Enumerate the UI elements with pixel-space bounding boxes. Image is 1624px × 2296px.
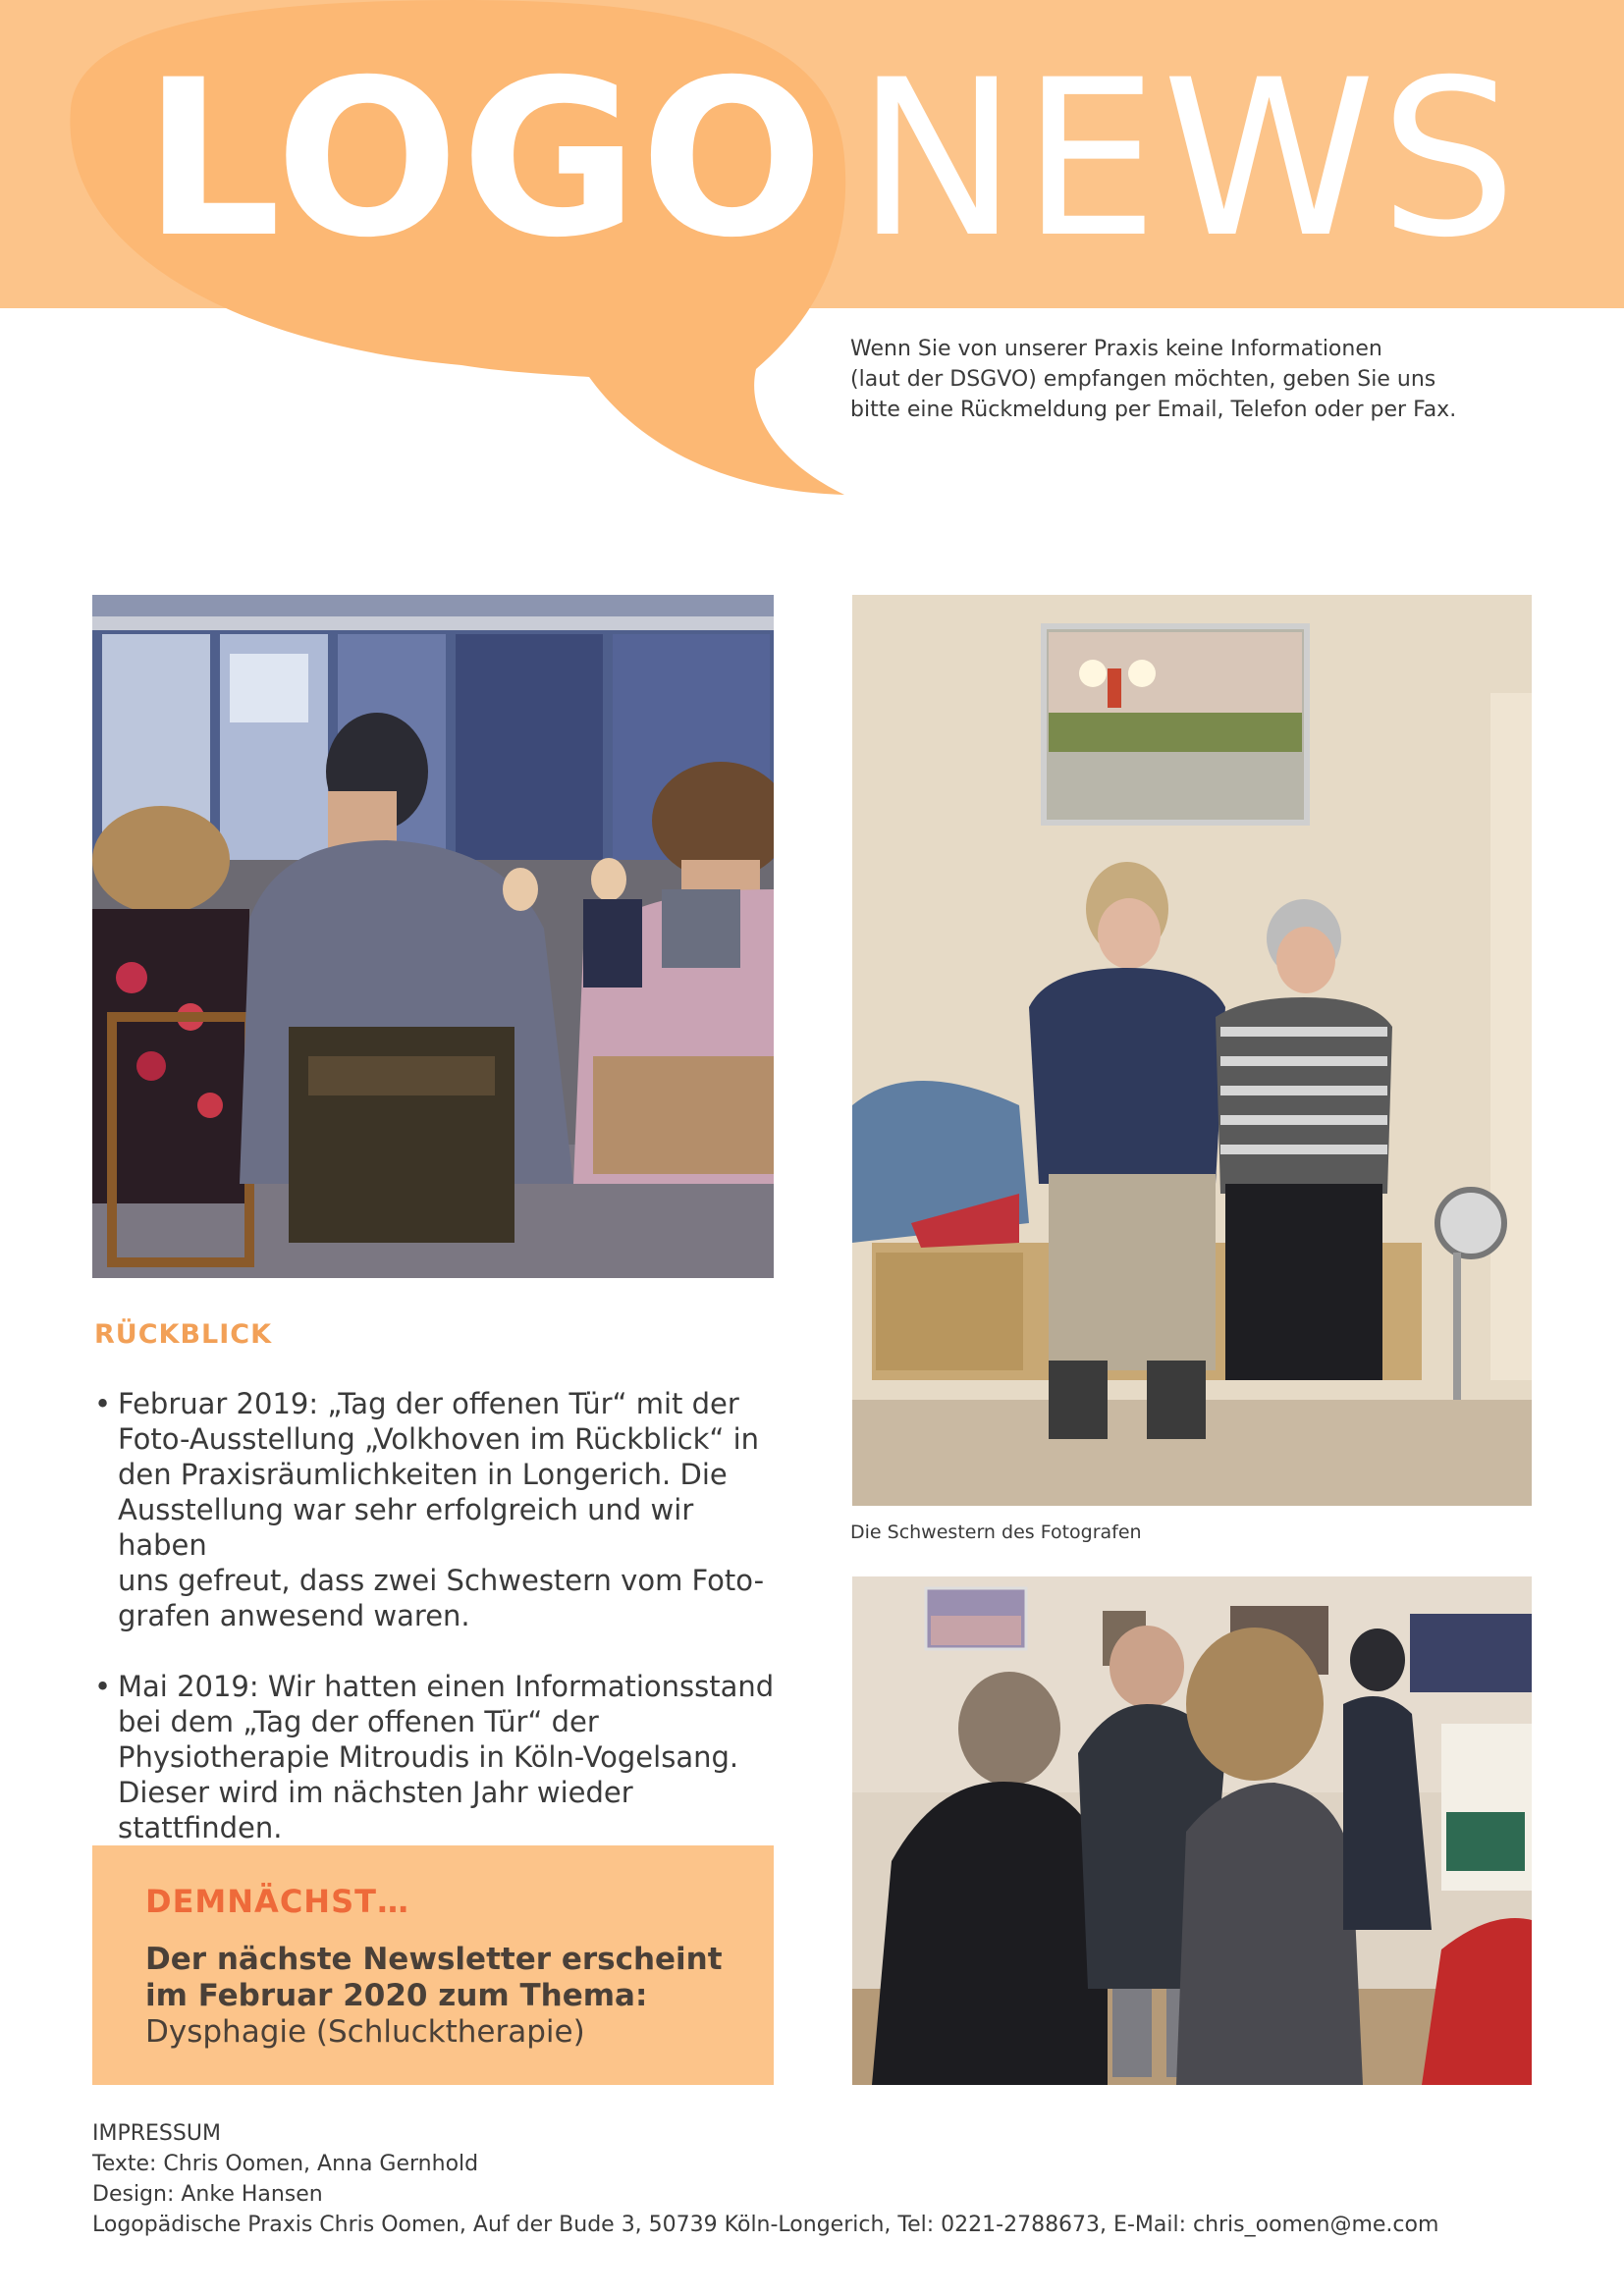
upcoming-line: im Februar 2020 zum Thema: — [145, 1978, 648, 2013]
review-line: Mai 2019: Wir hatten einen Informationsstand — [118, 1670, 775, 1703]
logo-wordmark: LOGO — [143, 33, 826, 285]
review-line: Physiotherapie Mitroudis in Köln-Vogelsang. — [118, 1740, 739, 1774]
impressum-title: IMPRESSUM — [92, 2121, 221, 2146]
notice-line: Wenn Sie von unserer Praxis keine Informationen — [850, 337, 1382, 361]
review-line: stattfinden. — [118, 1811, 283, 1844]
impressum-address: Logopädische Praxis Chris Oomen, Auf der Bude 3, 50739 Köln-Longerich, Tel: 0221-2788673, E-Mail: chris_oomen@me.com — [92, 2213, 1439, 2237]
review-line: grafen anwesend waren. — [118, 1599, 470, 1632]
review-item — [94, 1386, 782, 1633]
news-wordmark: NEWS — [856, 33, 1521, 285]
impressum-texts: Texte: Chris Oomen, Anna Gernhold — [92, 2152, 479, 2176]
review-line: Februar 2019: „Tag der offenen Tür“ mit der — [118, 1387, 739, 1420]
review-line: den Praxisräumlichkeiten in Longerich. Die — [118, 1458, 728, 1491]
impressum — [92, 2118, 1565, 2240]
review-line: bei dem „Tag der offenen Tür“ der — [118, 1705, 599, 1738]
bullet-icon: • — [94, 1670, 112, 1703]
review-item — [94, 1669, 782, 1845]
upcoming-box — [92, 1845, 774, 2085]
review-line: Dieser wird im nächsten Jahr wieder — [118, 1776, 633, 1809]
review-line: uns gefreut, dass zwei Schwestern vom Foto- — [118, 1564, 765, 1597]
privacy-notice — [850, 334, 1538, 425]
notice-line: (laut der DSGVO) empfangen möchten, geben Sie uns — [850, 367, 1436, 392]
sisters-photo — [852, 595, 1532, 1506]
notice-line: bitte eine Rückmeldung per Email, Telefon oder per Fax. — [850, 398, 1457, 422]
review-heading: RÜCKBLICK — [94, 1319, 273, 1350]
review-line: Foto-Ausstellung „Volkhoven im Rückblick“ in — [118, 1422, 760, 1456]
impressum-design: Design: Anke Hansen — [92, 2182, 323, 2207]
upcoming-heading: DEMNÄCHST… — [145, 1883, 409, 1920]
upcoming-topic: Dysphagie (Schlucktherapie) — [145, 2014, 585, 2050]
vintage-audience-photo — [92, 595, 774, 1278]
bullet-icon: • — [94, 1387, 112, 1420]
review-list — [94, 1386, 782, 1881]
exhibition-visitors-photo — [852, 1576, 1532, 2085]
sisters-photo-caption: Die Schwestern des Fotografen — [850, 1522, 1142, 1543]
upcoming-line: Der nächste Newsletter erscheint — [145, 1942, 723, 1977]
review-line: Ausstellung war sehr erfolgreich und wir haben — [118, 1493, 694, 1562]
